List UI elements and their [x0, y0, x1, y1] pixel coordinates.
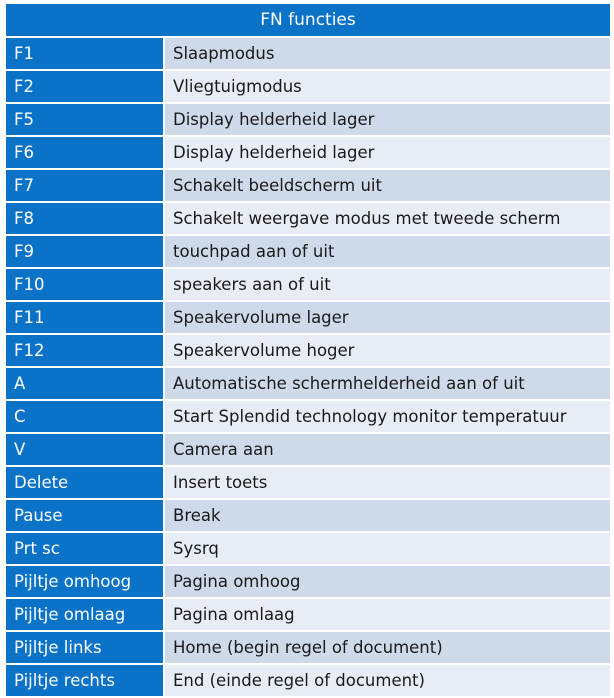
table-row — [5, 169, 611, 202]
key-cell: Pijltje rechts — [5, 664, 164, 697]
key-cell: Pijltje omlaag — [5, 598, 164, 631]
table-row — [5, 367, 611, 400]
table-row — [5, 70, 611, 103]
key-cell: C — [5, 400, 164, 433]
key-cell: F7 — [5, 169, 164, 202]
function-cell: Home (begin regel of document) — [164, 631, 611, 664]
function-cell: Insert toets — [164, 466, 611, 499]
table-row — [5, 598, 611, 631]
function-cell: Vliegtuigmodus — [164, 70, 611, 103]
key-cell: Pijltje omhoog — [5, 565, 164, 598]
key-cell: F10 — [5, 268, 164, 301]
function-cell: Start Splendid technology monitor temperatuur — [164, 400, 611, 433]
table-row — [5, 532, 611, 565]
function-cell: Automatische schermhelderheid aan of uit — [164, 367, 611, 400]
table-title: FN functies — [5, 4, 611, 37]
function-cell: touchpad aan of uit — [164, 235, 611, 268]
function-cell: Display helderheid lager — [164, 136, 611, 169]
key-cell: Delete — [5, 466, 164, 499]
function-cell: End (einde regel of document) — [164, 664, 611, 697]
key-cell: F6 — [5, 136, 164, 169]
key-cell: Pause — [5, 499, 164, 532]
table-row — [5, 499, 611, 532]
key-cell: F9 — [5, 235, 164, 268]
key-cell: V — [5, 433, 164, 466]
table-row — [5, 631, 611, 664]
function-cell: Break — [164, 499, 611, 532]
key-cell: F2 — [5, 70, 164, 103]
function-cell: speakers aan of uit — [164, 268, 611, 301]
function-cell: Schakelt weergave modus met tweede scherm — [164, 202, 611, 235]
function-cell: Display helderheid lager — [164, 103, 611, 136]
function-cell: Schakelt beeldscherm uit — [164, 169, 611, 202]
function-cell: Sysrq — [164, 532, 611, 565]
function-cell: Pagina omlaag — [164, 598, 611, 631]
key-cell: F5 — [5, 103, 164, 136]
table-row — [5, 202, 611, 235]
key-cell: F1 — [5, 37, 164, 70]
table-row — [5, 334, 611, 367]
table-row — [5, 235, 611, 268]
table-row — [5, 136, 611, 169]
table-row — [5, 433, 611, 466]
key-cell: F11 — [5, 301, 164, 334]
table-row — [5, 565, 611, 598]
table-row — [5, 103, 611, 136]
table-row — [5, 466, 611, 499]
key-cell: F12 — [5, 334, 164, 367]
table-row — [5, 268, 611, 301]
key-cell: Prt sc — [5, 532, 164, 565]
table-row — [5, 664, 611, 697]
function-cell: Speakervolume lager — [164, 301, 611, 334]
table-row — [5, 400, 611, 433]
key-cell: F8 — [5, 202, 164, 235]
fn-functions-table-container — [4, 4, 610, 698]
function-cell: Slaapmodus — [164, 37, 611, 70]
table-row — [5, 37, 611, 70]
fn-functions-table — [4, 4, 612, 698]
function-cell: Camera aan — [164, 433, 611, 466]
key-cell: A — [5, 367, 164, 400]
key-cell: Pijltje links — [5, 631, 164, 664]
table-header-row — [5, 4, 611, 37]
function-cell: Speakervolume hoger — [164, 334, 611, 367]
function-cell: Pagina omhoog — [164, 565, 611, 598]
table-row — [5, 301, 611, 334]
